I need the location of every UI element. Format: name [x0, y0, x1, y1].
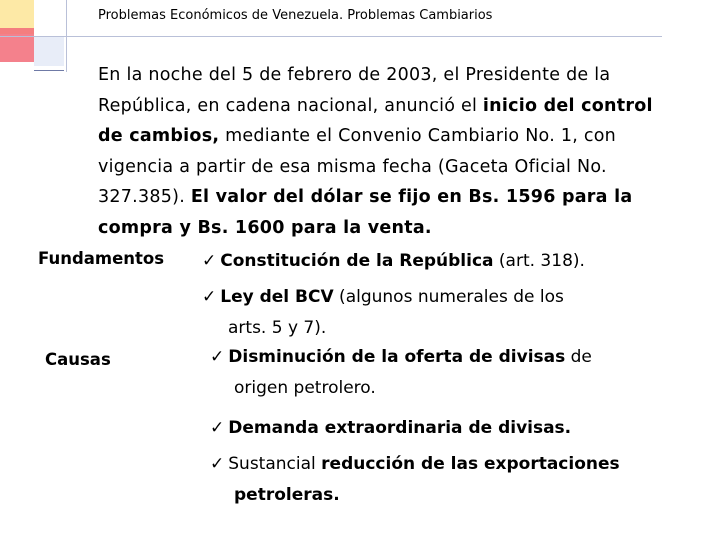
check-icon: ✓ — [210, 347, 225, 367]
slide-header: Problemas Económicos de Venezuela. Problemas Cambiarios — [98, 8, 493, 23]
causas-item: ✓ Demanda extraordinaria de divisas. — [210, 418, 572, 438]
causas-item: ✓ Disminución de la oferta de divisas de origen petrolero. — [210, 347, 592, 398]
check-icon: ✓ — [210, 418, 225, 438]
causas-item: ✓ Sustancial reducción de las exportaciones petroleras. — [210, 454, 620, 505]
decor-horizontal-line — [0, 36, 662, 37]
fundamentos-item: ✓ Ley del BCV (algunos numerales de los arts. 5 y 7). — [202, 287, 564, 338]
decor-blue-square — [34, 36, 64, 66]
check-icon: ✓ — [202, 287, 217, 307]
decor-short-line — [34, 70, 64, 71]
fundamentos-label: Fundamentos — [38, 249, 165, 268]
fundamentos-item: ✓ Constitución de la República (art. 318). — [202, 251, 585, 271]
decor-red-square — [0, 28, 34, 62]
intro-paragraph: En la noche del 5 de febrero de 2003, el Presidente de la República, en cadena nacional, anunció el inicio del control de cambios, mediante el Convenio Cambiario No. 1, con vigencia a partir de esa misma fecha (Gaceta Oficial No. 327.385). El valor del dólar se fijo en Bs. 1596 para la compra y Bs. 1600 para la venta. — [98, 65, 653, 238]
check-icon: ✓ — [202, 251, 217, 271]
causas-label: Causas — [45, 350, 111, 369]
check-icon: ✓ — [210, 454, 225, 474]
